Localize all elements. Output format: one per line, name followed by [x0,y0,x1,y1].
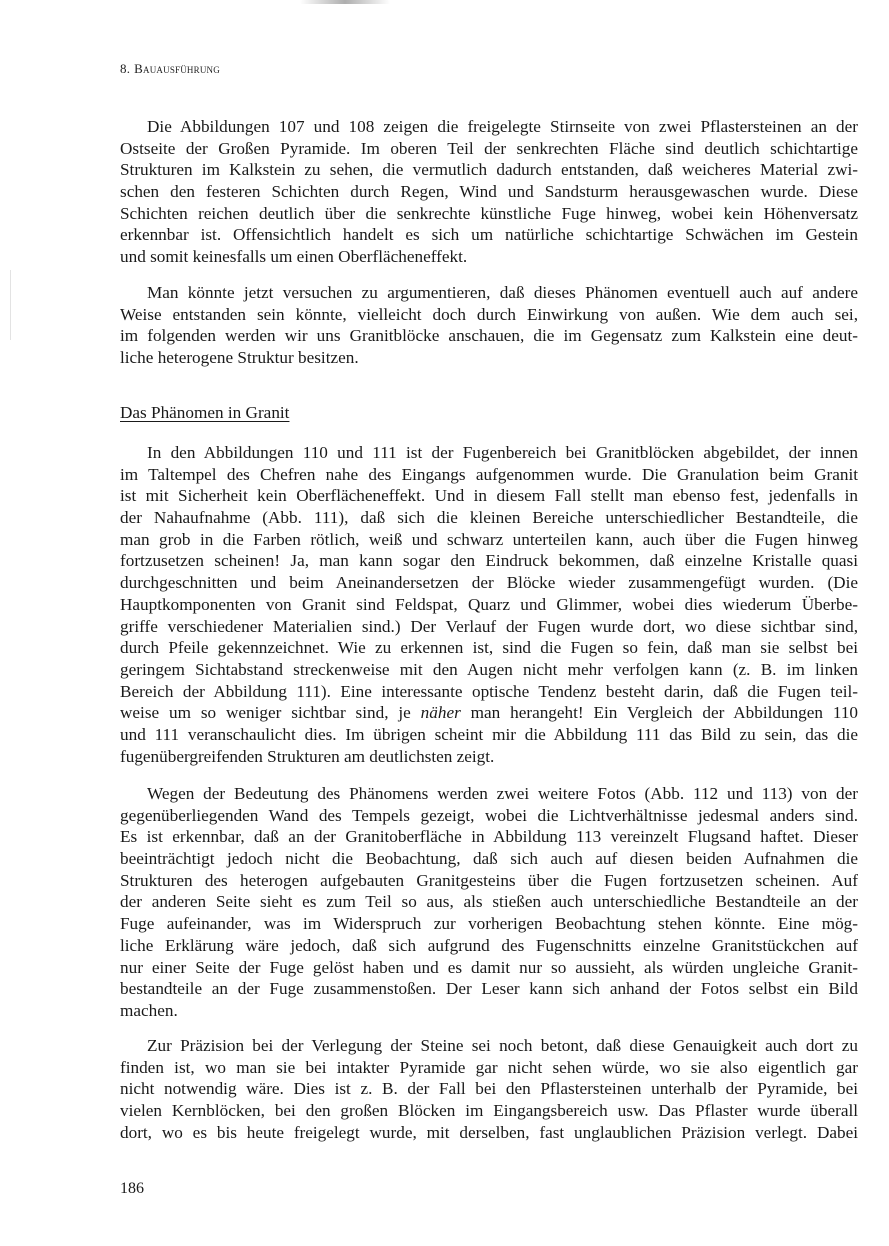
paragraph-3 [120,442,858,767]
text-line: liche Erklärung wäre jedoch, daß sich aufgrund des Fugenschnitts einzelne Granitstückchen auf [120,935,858,955]
text-line: Weise entstanden sein könnte, vielleicht doch durch Einwirkung von außen. Wie dem auch sei, [120,304,858,324]
text-line: geringem Sichtabstand streckenweise mit den Augen nicht mehr verfolgen kann (z. B. im linken [120,659,858,679]
text-line: schen den festeren Schichten durch Regen, Wind und Sandsturm herausgewaschen wurde. Diese [120,182,858,202]
text-line: Wegen der Bedeutung des Phänomens werden zwei weitere Fotos (Abb. 112 und 113) von der [147,784,858,803]
text-line: nicht notwendig wäre. Dies ist z. B. der Fall bei den Pflastersteinen unterhalb der Pyramide, bei [120,1079,858,1099]
text-line: beeinträchtigt jedoch nicht die Beobachtung, daß sich auch auf diesen beiden Aufnahmen die [120,849,858,869]
text-line: ist mit Sicherheit kein Oberflächeneffekt. Und in diesem Fall stellt man ebenso fest, jedenfalls in [120,486,858,506]
text-line: der anderen Seite sieht es zum Teil so aus, als stießen auch unterschiedliche Bestandteile an der [120,892,858,912]
text-line: Hauptkomponenten von Granit sind Feldspat, Quarz und Glimmer, wobei dies wiederum Überbe- [120,594,858,614]
text-line: nur einer Seite der Fuge gelöst haben und es damit nur so aussieht, als würden ungleiche Granit- [120,957,858,977]
text-line: Es ist erkennbar, daß an der Granitoberfläche in Abbildung 113 vereinzelt Flugsand haftet. Dieser [120,827,858,847]
paragraph-2 [120,282,858,369]
text-line: durch Pfeile gekennzeichnet. Wie zu erkennen ist, sind die Fugen so fein, daß man sie selbst bei [120,638,858,658]
paragraph-5 [120,1035,858,1143]
text-line: im folgenden werden wir uns Granitblöcke anschauen, die im Gegensatz zum Kalkstein eine deut- [120,326,858,346]
text-line: und 111 veranschaulicht dies. Im übrigen scheint mir die Abbildung 111 das Bild zu sein, das die [120,724,858,744]
text-line: durchgeschnitten und beim Aneinandersetzen der Blöcke wieder zusammengefügt wurden. (Die [120,573,858,593]
text-line: Zur Präzision bei der Verlegung der Steine sei noch betont, daß diese Genauigkeit auch dort zu [147,1036,858,1055]
text-line: Bereich der Abbildung 111). Eine interessante optische Tendenz besteht darin, daß die Fugen teil- [120,681,858,701]
running-head [120,61,220,77]
text-segment: weise um so weniger sichtbar sind, je [120,703,421,723]
text-line: dort, wo es bis heute freigelegt wurde, mit derselben, fast unglaublichen Präzision verlegt. Dabei [120,1122,858,1142]
text-line: Ostseite der Großen Pyramide. Im oberen Teil der senkrechten Fläche sind deutlich schichtartige [120,138,858,158]
text-line: In den Abbildungen 110 und 111 ist der Fugenbereich bei Granitblöcken abgebildet, der innen [147,443,858,462]
paragraph-4 [120,783,858,1022]
text-line: Fuge aufeinander, was im Widerspruch zur vorherigen Beobachtung stehen könnte. Eine mög- [120,914,858,934]
text-segment: man herangeht! Ein Vergleich der Abbildungen 110 [460,703,859,723]
page-number: 186 [120,1180,144,1197]
section-heading: Das Phänomen in Granit [120,403,290,422]
text-line: liche heterogene Struktur besitzen. [120,348,359,368]
paragraph-1 [120,116,858,268]
text-line: der Nahaufnahme (Abb. 111), daß sich die kleinen Bereiche unterschiedlicher Bestandteile, die [120,508,858,528]
text-line: finden ist, wo man sie bei intakter Pyramide gar nicht sehen würde, wo sie also eigentlich gar [120,1057,858,1077]
text-line: fugenübergreifenden Strukturen am deutlichsten zeigt. [120,746,495,766]
text-line: griffe verschiedener Materialien sind.) Der Verlauf der Fugen wurde dort, wo diese sichtbar sind, [120,616,858,636]
text-line: Strukturen des heterogen aufgebauten Granitgesteins über die Fugen fortzusetzen scheinen. Auf [120,870,858,890]
text-line: Schichten reichen deutlich über die senkrechte künstliche Fuge hinweg, wobei kein Höhenversatz [120,203,858,223]
text-line: Man könnte jetzt versuchen zu argumentieren, daß dieses Phänomen eventuell auch auf andere [147,283,858,302]
text-line: man grob in die Farben rötlich, weiß und schwarz unterteilen kann, auch über die Fugen hinweg [120,529,858,549]
text-line: bestandteile an der Fuge zusammenstoßen. Der Leser kann sich anhand der Fotos selbst ein Bild [120,979,858,999]
chapter-title: Bauausführung [134,61,220,76]
text-line: machen. [120,1000,178,1020]
text-line: gegenüberliegenden Wand des Tempels gezeigt, wobei die Lichtverhältnisse jedesmal anders sind. [120,805,858,825]
text-line-with-emphasis [120,702,858,724]
emphasized-word: näher [420,703,461,723]
text-line: im Taltempel des Chefren nahe des Eingangs aufgenommen wurde. Die Granulation beim Granit [120,464,858,484]
text-line: Die Abbildungen 107 und 108 zeigen die freigelegte Stirnseite von zwei Pflastersteinen an der [147,117,858,136]
text-line: erkennbar ist. Offensichtlich handelt es sich um natürliche schichtartige Schwächen im Gestein [120,225,858,245]
text-line: vielen Kernblöcken, bei den großen Blöcken im Eingangsbereich usw. Das Pflaster wurde überall [120,1101,858,1121]
scan-margin-mark [10,270,11,340]
text-line: fortzusetzen scheinen! Ja, man kann sogar den Eindruck bekommen, daß einzelne Kristalle quasi [120,551,858,571]
scan-edge-shadow [300,0,390,4]
text-line: Strukturen im Kalkstein zu sehen, die vermutlich dadurch entstanden, daß weicheres Material zwi- [120,160,858,180]
text-line: und somit keinesfalls um einen Oberflächeneffekt. [120,247,468,267]
chapter-number: 8. [120,61,131,76]
